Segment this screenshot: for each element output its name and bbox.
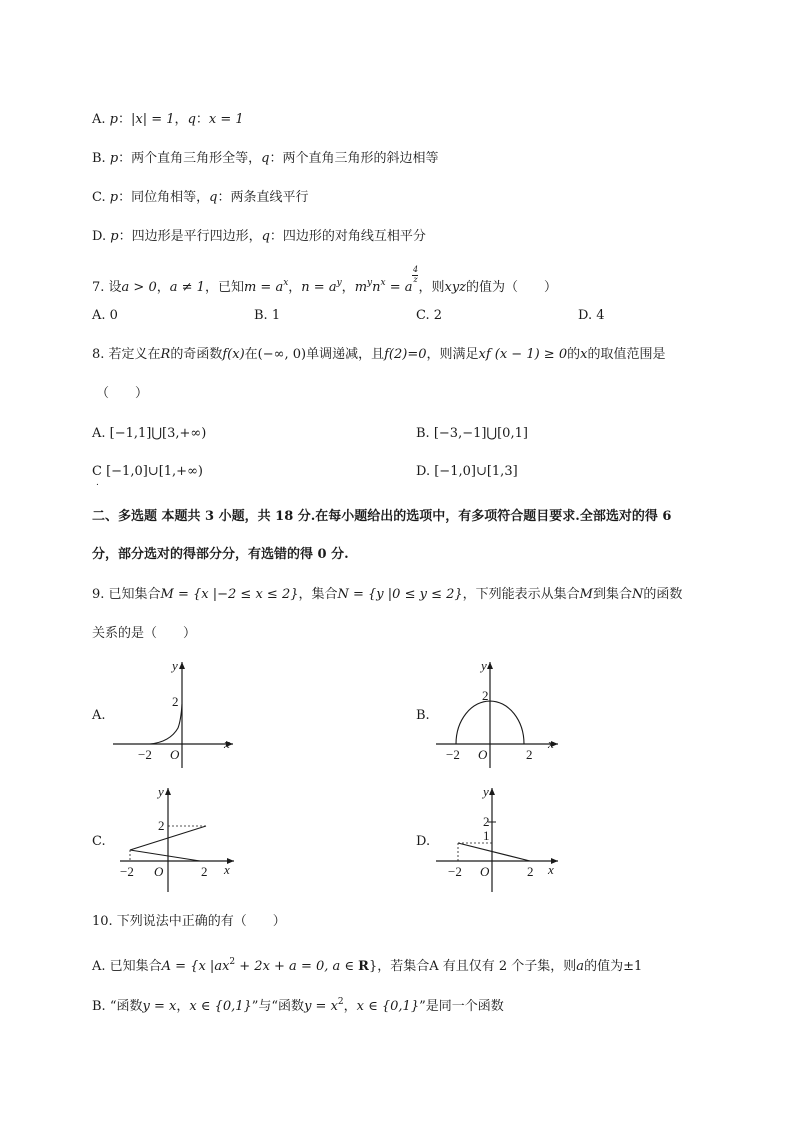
origin-label: O <box>170 747 180 762</box>
x-label: x <box>548 736 554 751</box>
q8-stem: 8. 若定义在R的奇函数f(x)在(−∞, 0)单调递减，且f(2)=0，则满足xf (x − 1) ≥ 0的x的取值范围是 <box>92 347 666 362</box>
graph-b <box>434 658 564 770</box>
y-label: y <box>481 658 487 673</box>
q6-option-c: C. p：同位角相等，q：两条直线平行 <box>92 190 309 205</box>
exponent-fraction: $\frac{4}{z}$ <box>412 265 419 284</box>
tick-label: 2 <box>526 747 533 762</box>
y-axis-arrow <box>487 662 493 669</box>
tick-label: 2 <box>158 818 165 833</box>
graph-curve <box>458 843 530 861</box>
tick-label: 2 <box>527 864 534 879</box>
tick-label: −2 <box>138 747 152 762</box>
tick-label: −2 <box>448 864 462 879</box>
q7-option-b: B. 1 <box>254 308 281 323</box>
q8-option-d: D. [−1,0]∪[1,3] <box>416 464 518 479</box>
q10-option-a: A. 已知集合A = {x $|ax^2 + 2x + a = 0$, a ∈ R}，若集合A 有且仅有 2 个子集，则a的值为±1 <box>92 957 643 974</box>
tick-label: 1 <box>483 828 490 843</box>
section-heading-cont: 分，部分选对的得部分分，有选错的得 0 分. <box>92 547 349 562</box>
q7-stem: 7. 设a > 0，a ≠ 1，已知$m = a^x$，$n = a^y$，$m^yn^x = a$ $\frac{4}{z}$ ，则xyz的值为（ ） <box>92 265 558 295</box>
tick-label: 2 <box>483 814 490 829</box>
q8-option-b: B. [−3,−1]⋃[0,1] <box>416 426 528 441</box>
y-axis-arrow <box>165 788 171 795</box>
q8-option-c: C [−1,0]∪[1,+∞) <box>92 464 203 479</box>
q10-option-b: B. “函数y = x，x ∈ {0,1}”与“函数$y = x^2$，x ∈ {0,1}”是同一个函数 <box>92 997 504 1014</box>
q10-stem: 10. 下列说法中正确的有（ ） <box>92 914 286 929</box>
q9-stem-cont: 关系的是（ ） <box>92 626 197 641</box>
graph-c <box>108 784 238 896</box>
q6-option-a: A. p：|x| = 1，q：x = 1 <box>92 112 244 127</box>
y-label: y <box>172 658 178 673</box>
q8-option-c-dot: . <box>96 478 99 488</box>
graph-b-label: B. <box>416 708 430 723</box>
tick-label: 2 <box>172 694 179 709</box>
graph-d <box>434 784 564 896</box>
graph-a <box>108 658 238 770</box>
graph-c-label: C. <box>92 834 106 849</box>
q8-option-a: A. [−1,1]⋃[3,+∞) <box>92 426 207 441</box>
q7-option-d: D. 4 <box>578 308 605 323</box>
section-heading: 二、多选题 本题共 3 小题，共 18 分.在每小题给出的选项中，有多项符合题目要求.全部选对的得 6 <box>92 509 672 524</box>
graph-d-label: D. <box>416 834 431 849</box>
q7-option-c: C. 2 <box>416 308 443 323</box>
q7-option-a: A. 0 <box>92 308 118 323</box>
origin-label: O <box>478 747 488 762</box>
tick-label: 2 <box>201 864 208 879</box>
x-label: x <box>224 736 230 751</box>
graph-a-label: A. <box>92 708 106 723</box>
y-axis-arrow <box>179 662 185 669</box>
y-label: y <box>483 784 489 799</box>
origin-label: O <box>154 864 164 879</box>
tick-label: −2 <box>446 747 460 762</box>
x-label: x <box>224 862 230 877</box>
tick-label: −2 <box>120 864 134 879</box>
y-label: y <box>158 784 164 799</box>
q9-stem: 9. 已知集合M = {x |−2 ≤ x ≤ 2}，集合N = {y |0 ≤ y ≤ 2}，下列能表示从集合M到集合N的函数 <box>92 587 683 602</box>
x-label: x <box>548 862 554 877</box>
graph-curve <box>150 704 182 744</box>
option-label: A. <box>92 112 106 127</box>
q8-paren: （ ） <box>96 386 149 401</box>
origin-label: O <box>480 864 490 879</box>
tick-label: 2 <box>482 688 489 703</box>
q6-option-b: B. p：两个直角三角形全等，q：两个直角三角形的斜边相等 <box>92 151 439 166</box>
y-axis-arrow <box>489 788 495 795</box>
q6-option-d: D. p：四边形是平行四边形，q：四边形的对角线互相平分 <box>92 229 426 244</box>
